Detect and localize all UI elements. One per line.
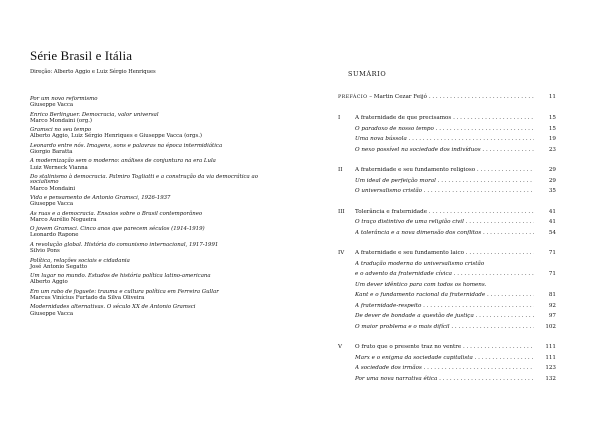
page-number: 102 <box>545 323 556 330</box>
book-title: A revolução global. História do comunismo internacional, 1917-1991 <box>30 241 219 248</box>
toc-entry-text: O paradoxo de nosso tempo . . . <box>355 125 534 133</box>
book-title: A modernização sem o moderno: análises de conjuntura na era Lula <box>30 158 216 165</box>
toc-entry-text: A tradução moderna do universalismo cristão <box>355 260 485 267</box>
series-column <box>30 48 280 321</box>
book-author: Giuseppe Vacca <box>30 102 74 109</box>
series-title: Série Brasil e Itália <box>30 48 133 63</box>
toc-chapter-row <box>338 208 556 216</box>
page-number: 71 <box>548 271 556 277</box>
toc-subsection-row <box>338 364 556 372</box>
book-entry <box>30 227 280 239</box>
book-entry <box>30 175 280 192</box>
page-number: 123 <box>545 365 556 371</box>
toc-subsection-row <box>338 187 556 195</box>
page-number: 41 <box>548 219 556 225</box>
preface-label: PREFÁCIO <box>338 95 368 100</box>
preface-text <box>338 93 534 102</box>
toc-subsection-row <box>338 291 556 299</box>
toc-subsection-row <box>338 125 556 133</box>
book-author: José Antonio Segatto <box>30 263 88 270</box>
toc-subsection-row <box>338 270 556 278</box>
page-number: 54 <box>548 229 556 236</box>
toc-entry-text: Por uma nova narrativa ética . . . <box>355 375 534 383</box>
chapter-number: IV <box>338 250 345 256</box>
toc-subsection-row <box>338 229 556 237</box>
book-title: As ruas e a democracia. Ensaios sobre o Brasil contemporâneo <box>30 210 203 217</box>
page-number: 15 <box>548 125 556 132</box>
toc-entry-text: Kant e o fundamento racional da fraternidade . . . <box>355 291 534 299</box>
book-entry <box>30 97 280 109</box>
book-title: Enrico Berlinguer. Democracia, valor universal <box>30 111 159 118</box>
toc-entry-text: O nexo possível na sociedade dos indivíduos . . . <box>355 146 534 154</box>
toc-subsection-row <box>338 177 556 185</box>
page-number: 29 <box>548 177 556 184</box>
book-author: Giuseppe Vacca <box>30 201 74 208</box>
toc-entry-text: O maior problema e o mais difícil . . . <box>355 323 534 331</box>
book-author: Marco Mondaini (org.) <box>30 117 93 124</box>
toc-chapter-row <box>338 166 556 174</box>
toc-subsection-row <box>338 323 556 331</box>
page-number: 23 <box>548 146 556 153</box>
toc-entry-text: Tolerância e fraternidade . . . <box>355 208 534 216</box>
toc-entry-text: Um dever idêntico para com todos os homens. <box>355 281 487 288</box>
book-author: Luiz Werneck Vianna <box>30 164 88 171</box>
book-entry <box>30 243 280 255</box>
toc-entry-text: O fruto que o presente traz no ventre . . . <box>355 343 534 351</box>
chapter-number: II <box>338 167 343 173</box>
book-entry <box>30 274 280 286</box>
toc-entry-text: A fraternidade e seu fundamento laico . . . <box>355 249 534 257</box>
toc-subsection-row <box>338 146 556 154</box>
chapter-number: V <box>338 344 343 350</box>
book-author: Marcus Vinícius Furtado da Silva Oliveira <box>30 294 145 301</box>
toc-entry-text: A fraternidade e seu fundamento religioso . . . <box>355 166 534 174</box>
page-number: 132 <box>545 375 556 382</box>
book-entry <box>30 128 280 140</box>
page-number: 35 <box>548 188 556 194</box>
toc-preface <box>338 93 556 101</box>
page-number: 111 <box>545 354 556 361</box>
book-title: Gramsci no seu tempo <box>30 127 92 134</box>
toc-entry-text: A fraternidade-respeito . . . <box>355 302 534 310</box>
book-title: Modernidades alternativas. O século XX de Antonio Gramsci <box>30 304 196 311</box>
toc-subsection-row <box>338 302 556 310</box>
toc-chapter-row <box>338 249 556 257</box>
book-author: Marco Mondaini <box>30 185 76 192</box>
toc-chapter-row <box>338 343 556 351</box>
toc-subsection-row <box>338 260 556 268</box>
toc-subsection-row <box>338 281 556 289</box>
toc-entry-text: O traço distintivo de uma religião civil . . . <box>355 218 534 226</box>
book-title: Vida e pensamento de Antonio Gramsci, 1926-1937 <box>30 195 171 202</box>
toc-entry-text: Um ideal de perfeição moral . . . <box>355 177 534 185</box>
book-entry <box>30 196 280 208</box>
toc-subsection-row <box>338 354 556 362</box>
toc-entry-text: e o advento da fraternidade cívica . . . <box>355 270 534 278</box>
book-entry <box>30 113 280 125</box>
toc-chapter-row <box>338 114 556 122</box>
toc-entry-text: A sociedade dos irmãos . . . <box>355 364 534 372</box>
page-number: 41 <box>548 208 556 215</box>
book-title: Do stalinismo à democracia. Palmiro Togliatti e a construção da via democrática ao socialismo <box>30 174 258 186</box>
book-entry <box>30 290 280 302</box>
book-author: Giuseppe Vacca <box>30 310 74 317</box>
page-number: 92 <box>548 302 556 309</box>
preface-author: – Martin Cezar Feijó <box>369 94 428 100</box>
book-author: Giorgio Baratta <box>30 149 73 156</box>
book-author: Silvio Pons <box>30 248 60 255</box>
book-list <box>30 97 280 317</box>
toc-entry-text: Uma nova bússola . . . <box>355 135 534 143</box>
toc-subsection-row <box>338 218 556 226</box>
toc-subsection-row <box>338 135 556 143</box>
book-title: Leonardo entre nós. Imagens, sons e palavras na época intermidiática <box>30 142 223 149</box>
book-entry <box>30 259 280 271</box>
book-title: Por um novo reformismo <box>30 96 98 102</box>
page-number: 19 <box>548 136 556 142</box>
book-author: Marco Aurélio Nogueira <box>30 216 97 223</box>
page-number: 11 <box>548 94 556 100</box>
book-author: Alberto Aggio <box>30 279 68 286</box>
toc-entry-text: De dever de bondade a questão de justiça . . . <box>355 312 534 320</box>
toc-entry-text: A tolerância e a nova dimensão dos conflitos . . . <box>355 229 534 237</box>
page-number: 81 <box>548 292 556 298</box>
book-author: Alberto Aggio, Luiz Sérgio Henriques e Giuseppe Vacca (orgs.) <box>30 133 203 140</box>
toc-subsection-row <box>338 375 556 383</box>
toc-entry-text: A fraternidade de que precisamos . . . <box>355 114 534 122</box>
page-number: 29 <box>548 167 556 173</box>
book-entry <box>30 212 280 224</box>
page-number: 15 <box>548 115 556 121</box>
book-entry <box>30 159 280 171</box>
book-entry <box>30 305 280 317</box>
chapter-number: I <box>338 115 341 121</box>
book-author: Leonardo Rapone <box>30 232 79 239</box>
page-number: 97 <box>548 313 556 319</box>
toc-heading: SUMÁRIO <box>348 70 387 78</box>
book-title: Política, relações sociais e cidadania <box>30 257 130 264</box>
toc-entry-text: Marx e o enigma da sociedade capitalista . . . <box>355 354 534 362</box>
chapter-number: III <box>338 208 345 215</box>
book-title: O jovem Gramsci. Cinco anos que parecem séculos (1914-1919) <box>30 226 205 233</box>
toc-entry-text: O universalismo cristão . . . <box>355 187 534 195</box>
page-number: 71 <box>548 250 556 256</box>
page-number: 111 <box>545 344 556 350</box>
book-title: Um lugar no mundo. Estudos de história política latino-americana <box>30 273 211 280</box>
toc-subsection-row <box>338 312 556 320</box>
series-direction: Direção: Alberto Aggio e Luiz Sérgio Henriques <box>30 69 156 75</box>
book-title: Em um rabo de foguete: trauma e cultura política em Ferreira Gullar <box>30 288 219 295</box>
book-entry <box>30 144 280 156</box>
